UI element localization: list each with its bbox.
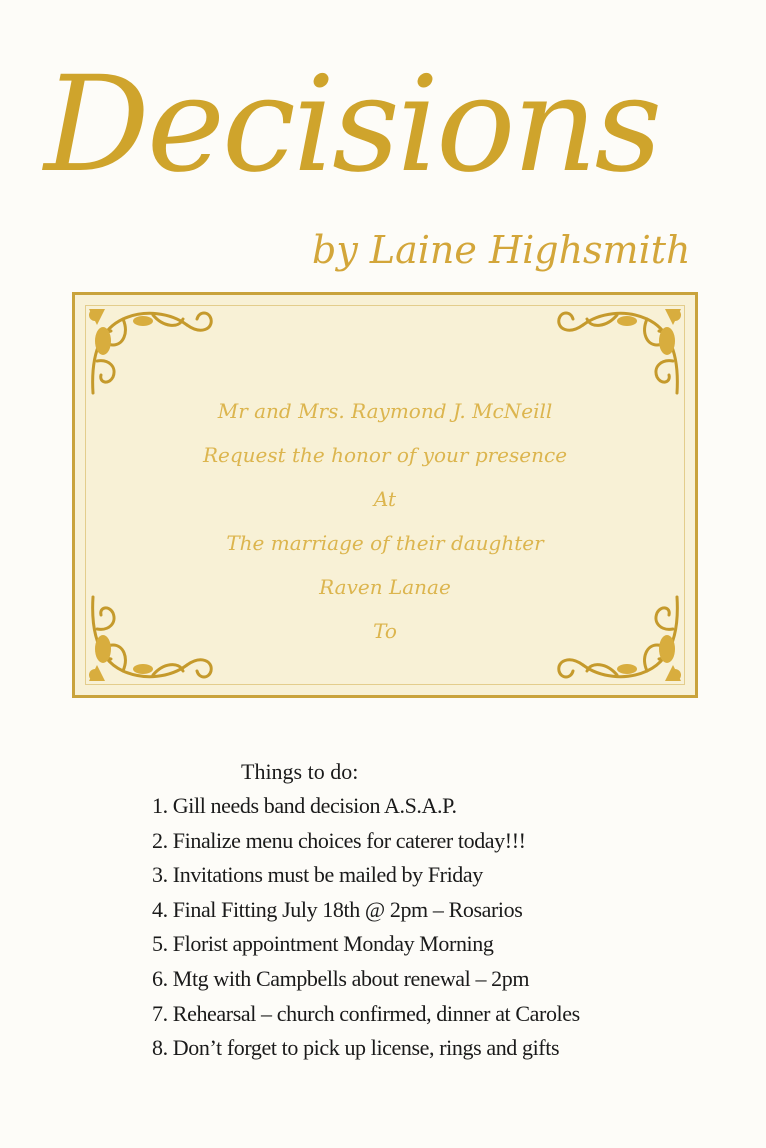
invitation-card	[72, 292, 698, 698]
todo-item: 5. Florist appointment Monday Morning	[152, 931, 494, 957]
todo-item: 3. Invitations must be mailed by Friday	[152, 862, 483, 888]
book-title: Decisions	[44, 48, 660, 202]
invitation-line: Raven Lanae	[319, 575, 451, 599]
todo-item: 7. Rehearsal – church confirmed, dinner at Caroles	[152, 1000, 580, 1026]
invitation-line: The marriage of their daughter	[226, 531, 544, 555]
author-byline: by Laine Highsmith	[312, 228, 691, 272]
invitation-line: At	[373, 487, 397, 511]
todo-item: 4. Final Fitting July 18th @ 2pm – Rosarios	[152, 896, 523, 922]
todo-item: 8. Don’t forget to pick up license, rings and gifts	[152, 1035, 560, 1061]
todo-list	[152, 789, 712, 1066]
todo-item: 6. Mtg with Campbells about renewal – 2pm	[152, 965, 530, 991]
todo-heading: Things to do:	[241, 759, 359, 784]
filigree-corner-top-right-icon	[547, 301, 687, 401]
todo-item: 2. Finalize menu choices for caterer today!!!	[152, 827, 526, 853]
invitation-line: To	[373, 619, 397, 643]
todo-item: 1. Gill needs band decision A.S.A.P.	[152, 793, 457, 818]
invitation-line: Mr and Mrs. Raymond J. McNeill	[217, 399, 553, 423]
invitation-line: Request the honor of your presence	[202, 443, 568, 467]
filigree-corner-top-left-icon	[83, 301, 223, 401]
invitation-text	[135, 389, 635, 653]
